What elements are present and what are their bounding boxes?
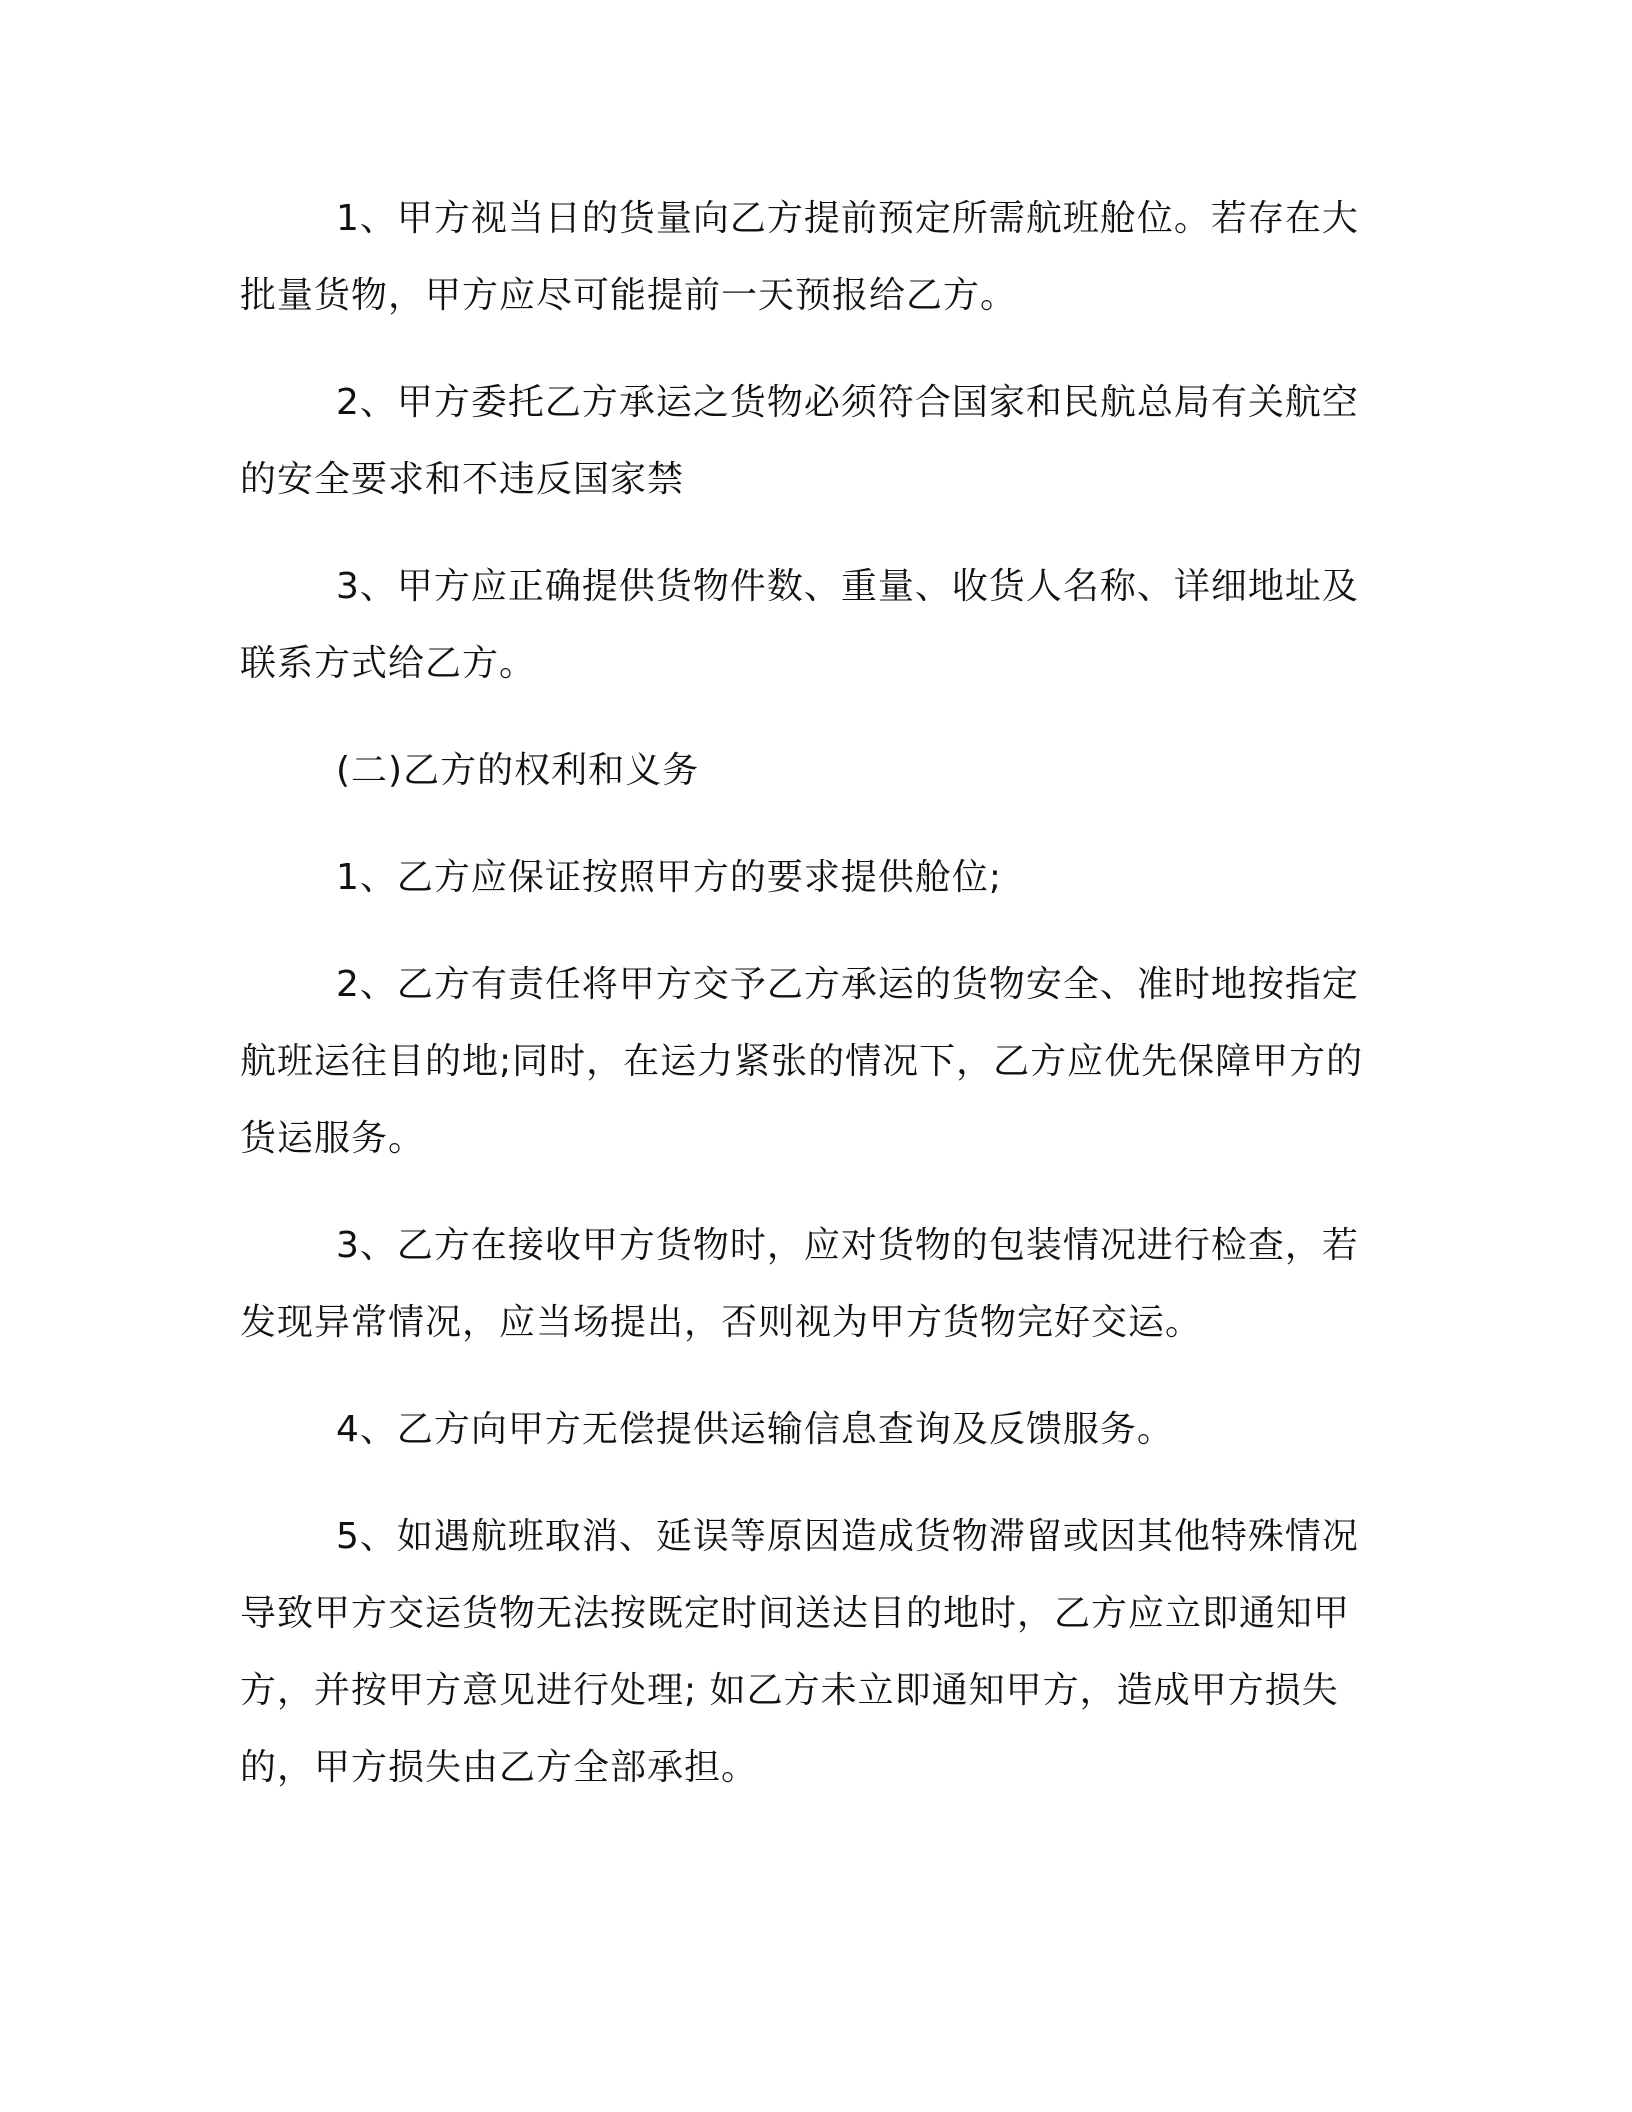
clause-b-1: 1、乙方应保证按照甲方的要求提供舱位;: [336, 857, 1003, 898]
clause-a-2: 2、甲方委托乙方承运之货物必须符合国家和民航总局有关航空的安全要求和不违反国家禁: [240, 382, 1359, 500]
section-heading-party-b: (二)乙方的权利和义务: [336, 750, 700, 791]
clause-a-1: 1、甲方视当日的货量向乙方提前预定所需航班舱位。若存在大批量货物，甲方应尽可能提前一天预报给乙方。: [240, 198, 1359, 316]
clause-b-3: 3、乙方在接收甲方货物时，应对货物的包装情况进行检查，若发现异常情况，应当场提出，否则视为甲方货物完好交运。: [240, 1225, 1359, 1343]
clause-a-3: 3、甲方应正确提供货物件数、重量、收货人名称、详细地址及联系方式给乙方。: [240, 566, 1359, 684]
clause-b-4: 4、乙方向甲方无偿提供运输信息查询及反馈服务。: [336, 1409, 1174, 1450]
clause-b-5: 5、如遇航班取消、延误等原因造成货物滞留或因其他特殊情况导致甲方交运货物无法按既定时间送达目的地时，乙方应立即通知甲方，并按甲方意见进行处理; 如乙方未立即通知甲方，造成甲方损失的，甲方损失由乙方全部承担。: [240, 1516, 1359, 1788]
document-body: [240, 180, 1380, 1836]
clause-b-2: 2、乙方有责任将甲方交予乙方承运的货物安全、准时地按指定航班运往目的地;同时，在运力紧张的情况下，乙方应优先保障甲方的货运服务。: [240, 964, 1364, 1159]
